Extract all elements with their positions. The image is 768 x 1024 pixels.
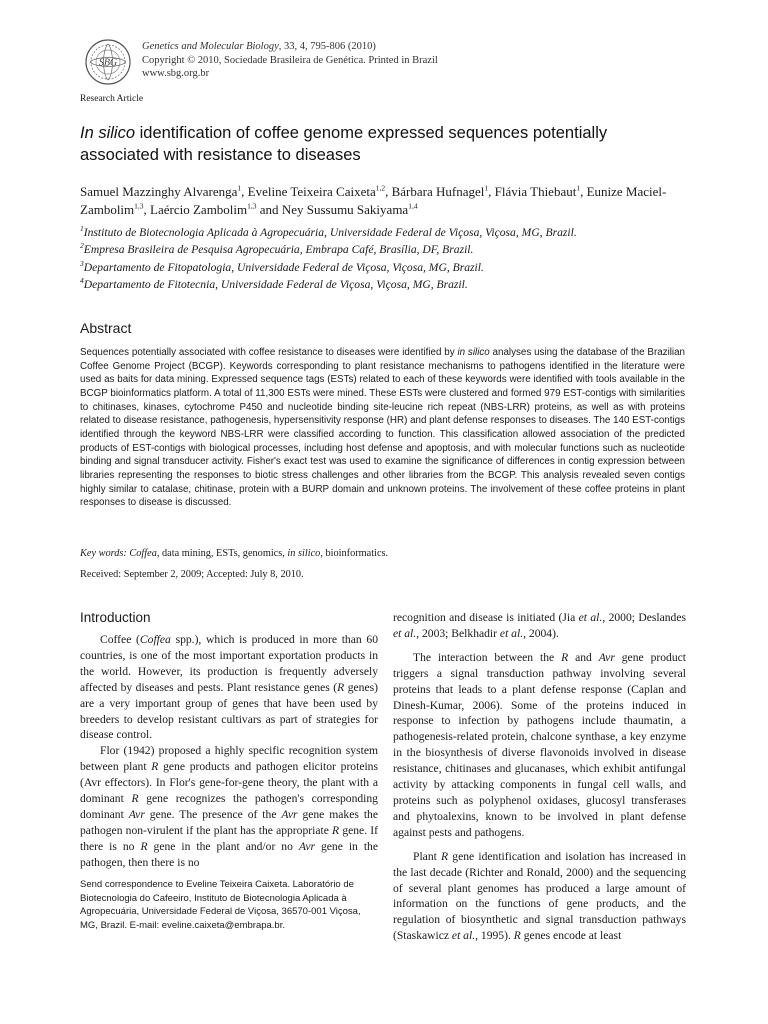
body-column-right xyxy=(393,610,686,944)
article-title xyxy=(80,122,690,166)
abstract-heading: Abstract xyxy=(80,320,132,336)
author-separator: and xyxy=(256,202,282,217)
author-affiliation-marker: 1,3 xyxy=(134,201,144,211)
affiliation-text: Departamento de Fitopatologia, Universidade Federal de Viçosa, Viçosa, MG, Brazil. xyxy=(83,260,484,274)
author-name: Bárbara Hufnagel xyxy=(391,184,485,199)
keywords-label: Key words: xyxy=(80,548,127,559)
affiliation-text: Departamento de Fitotecnia, Universidade Federal de Viçosa, Viçosa, MG, Brazil. xyxy=(83,277,468,291)
affiliation-text: Instituto de Biotecnologia Aplicada à Agropecuária, Universidade Federal de Viçosa, Viçosa, MG, Brazil. xyxy=(83,226,577,239)
affiliation-number: 1 xyxy=(80,224,84,234)
author-affiliation-marker: 1,4 xyxy=(408,201,418,211)
author-separator: , xyxy=(580,184,587,199)
intro-paragraph-3: recognition and disease is initiated (Jia et al., 2000; Deslandes et al., 2003; Belkhadir et al., 2004). xyxy=(393,611,686,640)
author-list xyxy=(80,183,690,219)
affiliation-text: Empresa Brasileira de Pesquisa Agropecuária, Embrapa Café, Brasília, DF, Brazil. xyxy=(83,243,474,257)
received-dates: Received: September 2, 2009; Accepted: July 8, 2010. xyxy=(80,569,304,580)
intro-paragraph-5: Plant R gene identification and isolation has increased in the last decade (Richter and Ronald, 2000) and the sequencing of several plant genomes has produced a large amount of information on the functions of gene products, and the regulation of biosynthetic and signal transduction pathways (Staskawicz et al., 1995). R genes encode at least xyxy=(393,849,686,943)
author-affiliation-marker: 1,3 xyxy=(247,201,257,211)
author-separator: , xyxy=(241,184,248,199)
author-name: Flávia Thiebaut xyxy=(494,184,577,199)
affiliation xyxy=(80,259,700,276)
author-separator: , xyxy=(143,202,151,217)
affiliation-number: 4 xyxy=(80,276,84,286)
title-rest: identification of coffee genome expressed sequences potentially associated with resistance to diseases xyxy=(80,124,608,164)
introduction-heading: Introduction xyxy=(80,610,151,625)
author-name: Laércio Zambolim xyxy=(150,202,248,217)
affiliation xyxy=(80,276,700,293)
author-affiliation-marker: 1 xyxy=(484,183,489,193)
affiliation xyxy=(80,224,700,241)
correspondence-footnote: Send correspondence to Eveline Teixeira Caixeta. Laboratório de Biotecnologia do Cafeeiro, Instituto de Biotecnologia Aplicada à Agropecuária, Universidade Federal de Viçosa, 36570-001 Viçosa, MG, Brazil. E-mail: eveline.caixeta@embrapa.br. xyxy=(80,879,361,932)
journal-name: Genetics and Molecular Biology xyxy=(142,41,279,52)
intro-paragraph-1: Coffee (Coffea spp.), which is produced in more than 60 countries, is one of the most important exportation products in the world. However, its production is frequently adversely affected by diseases and pests. Plant resistance genes (R genes) are a very important group of genes that have been used by breeders to develop resistant cultivars as part of strategies for disease control. xyxy=(80,633,378,742)
copyright-line: Copyright © 2010, Sociedade Brasileira de Genética. Printed in Brazil xyxy=(142,54,438,66)
affiliation-list xyxy=(80,224,700,293)
author-affiliation-marker: 1 xyxy=(576,183,581,193)
article-type: Research Article xyxy=(80,94,144,104)
intro-paragraph-4: The interaction between the R and Avr gene product triggers a signal transduction pathway involving several proteins that leads to a plant defense response (Caplan and Dinesh-Kumar, 2006). Some of the proteins induced in response to infection by pathogens include thaumatin, a pathogenesis-related protein, chalcone synthase, a key enzyme in the biosynthesis of diverse flavonoids involved in disease resistance, chitinases and glucanases, which exhibit antifungal activity by attacking components in fungal cell walls, and proteins such as polyphenol oxidases, glucosyl transferases and phytoalexins, known to be involved in plant defense against pests and pathogens. xyxy=(393,650,686,839)
author-separator: , xyxy=(488,184,495,199)
journal-citation: , 33, 4, 795-806 (2010) xyxy=(278,41,376,52)
author-separator: , xyxy=(385,184,392,199)
author-name: Samuel Mazzinghy Alvarenga xyxy=(80,184,238,199)
journal-website: www.sbg.org.br xyxy=(142,68,210,79)
author-affiliation-marker: 1,2 xyxy=(375,183,386,193)
affiliation xyxy=(80,241,700,258)
keywords: Key words: Coffea, data mining, ESTs, genomics, in silico, bioinformatics. xyxy=(80,548,389,559)
society-logo xyxy=(84,38,132,86)
author-name: Eunize Maciel-Zambolim xyxy=(80,184,667,217)
author-name: Eveline Teixeira Caixeta xyxy=(247,184,376,199)
author-name: Ney Sussumu Sakiyama xyxy=(281,202,409,217)
logo-text: SBG xyxy=(98,57,118,69)
affiliation-number: 3 xyxy=(80,258,84,268)
affiliation-number: 2 xyxy=(80,241,84,251)
abstract-text: Sequences potentially associated with coffee resistance to diseases were identified by in silico analyses using the database of the Brazilian Coffee Genome Project (BCGP). Keywords corresponding to plant resistance mechanisms to pathogens identified in the literature were used as baits for data mining. Expressed sequence tags (ESTs) related to each of these keywords were identified with tools available in the BCGP bioinformatics platform. A total of 11,300 ESTs were mined. These ESTs were clustered and formed 979 EST-contigs with similarities to chitinases, kinases, cytochrome P450 and nucleotide binding site-leucine rich repeat (NBS-LRR) proteins, as well as with proteins related to disease resistance, pathogenesis, hypersensitivity response (HR) and plant defense responses to diseases. The 140 EST-contigs identified through the keyword NBS-LRR were classified according to function. This classification allowed association of the predicted products of EST-contigs with biological processes, including host defense and apoptosis, and with molecular functions such as nucleotide binding and signal transducer activity. Fisher's exact test was used to examine the significance of differences in contig expression between libraries representing the responses to biotic stress challenges and other libraries from the BCGP. This analysis revealed seven contigs highly similar to catalase, chitinase, protein with a BURP domain and unknown proteins. The involvement of these coffee proteins in plant responses to disease is discussed. xyxy=(80,347,685,509)
author-affiliation-marker: 1 xyxy=(237,183,242,193)
intro-paragraph-2: Flor (1942) proposed a highly specific recognition system between plant R gene products and pathogen elicitor proteins (Avr effectors). In Flor's gene-for-gene theory, the plant with a dominant R gene recognizes the pathogen's corresponding dominant Avr gene. The presence of the Avr gene makes the pathogen non-virulent if the plant has the appropriate R gene. If there is no R gene in the plant and/or no Avr gene in the pathogen, then there is no xyxy=(80,744,378,869)
body-column-left xyxy=(80,632,378,871)
journal-header xyxy=(142,40,438,81)
title-italic: In silico xyxy=(80,124,136,142)
